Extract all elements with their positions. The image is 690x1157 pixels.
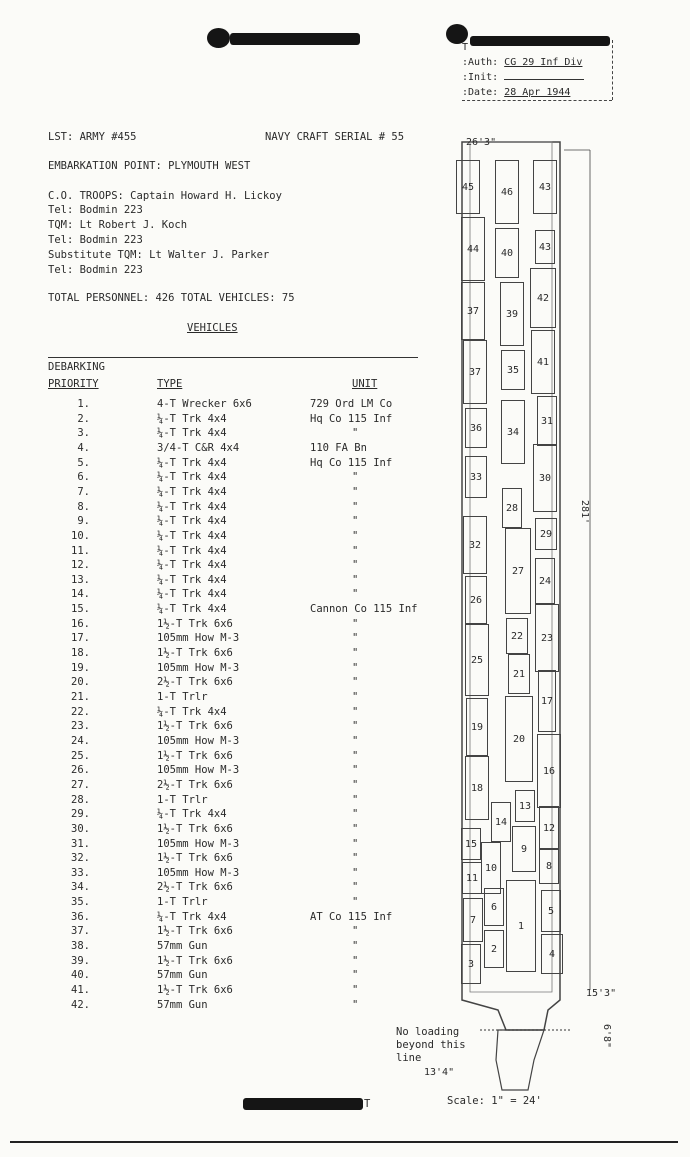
stamp-line: :Auth: CG 29 Inf Div (462, 57, 583, 68)
row-priority: 11. (71, 544, 90, 557)
row-type: 1½-T Trk 6x6 (157, 954, 233, 967)
stamp-line: :Init: (462, 70, 632, 85)
vehicle-slot: 39 (500, 282, 524, 346)
row-type: 105mm How M-3 (157, 764, 240, 777)
vehicle-slot: 32 (463, 516, 487, 574)
vehicle-slot: 7 (463, 898, 483, 942)
table-rule (48, 357, 418, 358)
vehicle-slot: 18 (465, 756, 489, 820)
row-unit: 110 FA Bn (310, 441, 367, 454)
row-priority: 12. (71, 559, 90, 572)
row-priority: 31. (71, 837, 90, 850)
row-priority: 5. (77, 456, 90, 469)
scale-note: Scale: 1" = 24' (447, 1095, 542, 1107)
row-unit: " (352, 515, 359, 528)
vehicle-slot: 25 (465, 624, 489, 696)
row-priority: 7. (77, 485, 90, 498)
vehicle-slot: 41 (531, 330, 555, 394)
row-unit: " (352, 793, 359, 806)
row-unit: " (352, 881, 359, 894)
tel-line: Tel: Bodmin 223 (48, 234, 143, 246)
vehicle-slot: 6 (484, 888, 504, 926)
vehicle-slot: 19 (466, 698, 488, 756)
row-priority: 2. (77, 412, 90, 425)
row-priority: 17. (71, 632, 90, 645)
navy-craft-serial: NAVY CRAFT SERIAL # 55 (265, 131, 405, 143)
totals: TOTAL PERSONNEL: 426 TOTAL VEHICLES: 75 (48, 292, 295, 304)
column-unit: UNIT (352, 378, 378, 390)
row-priority: 13. (71, 573, 90, 586)
row-unit: " (352, 676, 359, 689)
vehicles-title: VEHICLES (187, 322, 238, 334)
stamp-line: T (462, 42, 469, 53)
row-unit: " (352, 778, 359, 791)
redaction-mark (207, 28, 230, 48)
row-unit: " (352, 749, 359, 762)
row-type: 2½-T Trk 6x6 (157, 881, 233, 894)
vehicle-slot: 12 (539, 806, 559, 850)
row-unit: Hq Co 115 Inf (310, 412, 393, 425)
row-priority: 26. (71, 764, 90, 777)
vehicle-slot: 26 (465, 576, 487, 624)
row-type: ¼-T Trk 4x4 (157, 544, 227, 557)
row-unit: " (352, 559, 359, 572)
page-bottom-edge (10, 1141, 678, 1143)
tel-line: Tel: Bodmin 223 (48, 204, 143, 216)
row-type: ¼-T Trk 4x4 (157, 471, 227, 484)
row-priority: 24. (71, 734, 90, 747)
row-priority: 32. (71, 852, 90, 865)
row-type: 1½-T Trk 6x6 (157, 984, 233, 996)
row-type: 2½-T Trk 6x6 (157, 778, 233, 791)
row-type: 57mm Gun (157, 969, 208, 982)
row-type: ¼-T Trk 4x4 (157, 559, 227, 572)
row-priority: 14. (71, 588, 90, 601)
row-priority: 27. (71, 778, 90, 791)
dim-length: 281' (579, 500, 590, 525)
tel-line: Tel: Bodmin 223 (48, 264, 143, 276)
stamp-line: :Date: 28 Apr 1944 (462, 87, 571, 98)
row-type: ¼-T Trk 4x4 (157, 485, 227, 498)
row-type: ¼-T Trk 4x4 (157, 412, 227, 425)
row-type: ¼-T Trk 4x4 (157, 910, 227, 923)
row-unit: " (352, 485, 359, 498)
vehicle-slot: 31 (537, 396, 557, 446)
row-priority: 8. (77, 500, 90, 513)
row-unit: Cannon Co 115 Inf (310, 603, 418, 616)
tqm: TQM: Lt Robert J. Koch (48, 219, 188, 231)
row-unit: " (352, 661, 359, 674)
vehicle-slot: 27 (505, 528, 531, 614)
vehicle-slot: 42 (530, 268, 556, 328)
vehicle-slot: 4 (541, 934, 563, 974)
vehicle-slot: 13 (515, 790, 535, 822)
vehicle-slot: 45 (456, 160, 480, 214)
row-priority: 18. (71, 647, 90, 660)
row-priority: 42. (71, 998, 90, 1011)
vehicle-slot: 2 (484, 930, 504, 968)
row-type: ¼-T Trk 4x4 (157, 515, 227, 528)
vehicle-slot: 17 (538, 670, 556, 732)
authorization-stamp (462, 40, 632, 100)
row-unit: " (352, 984, 359, 996)
column-priority-top: DEBARKING (48, 361, 105, 373)
row-priority: 1. (77, 398, 90, 410)
vehicle-slot: 3 (461, 944, 481, 984)
vehicle-slot: 37 (463, 340, 487, 404)
row-unit: " (352, 969, 359, 982)
row-priority: 21. (71, 691, 90, 703)
dim-ramp-length: 6'8" (601, 1024, 612, 1049)
row-type: ¼-T Trk 4x4 (157, 529, 227, 542)
row-unit: " (352, 866, 359, 879)
row-type: 1-T Trlr (157, 793, 208, 806)
row-unit: " (352, 822, 359, 835)
row-unit: " (352, 647, 359, 660)
row-priority: 35. (71, 896, 90, 909)
row-priority: 30. (71, 822, 90, 835)
vehicle-slot: 29 (535, 518, 557, 550)
row-priority: 29. (71, 808, 90, 821)
vehicle-slot: 34 (501, 400, 525, 464)
vehicle-slot: 10 (481, 842, 501, 894)
vehicle-slot: 30 (533, 444, 557, 512)
row-type: 1-T Trlr (157, 691, 208, 703)
vehicle-slot: 1 (506, 880, 536, 972)
row-type: 1½-T Trk 6x6 (157, 925, 233, 938)
row-unit: " (352, 998, 359, 1011)
row-unit: " (352, 808, 359, 821)
row-type: ¼-T Trk 4x4 (157, 500, 227, 513)
row-priority: 37. (71, 925, 90, 938)
row-unit: " (352, 544, 359, 557)
row-priority: 16. (71, 617, 90, 630)
substitute-tqm: Substitute TQM: Lt Walter J. Parker (48, 249, 270, 261)
vehicle-slot: 33 (465, 456, 487, 498)
redaction-mark (230, 33, 360, 45)
row-type: 57mm Gun (157, 998, 208, 1011)
row-unit: " (352, 852, 359, 865)
row-type: 105mm How M-3 (157, 866, 240, 879)
vehicle-slot: 37 (461, 282, 485, 340)
row-unit: " (352, 529, 359, 542)
row-priority: 20. (71, 676, 90, 689)
vehicle-slot: 5 (541, 890, 561, 932)
row-type: 4-T Wrecker 6x6 (157, 398, 252, 410)
row-unit: " (352, 734, 359, 747)
vehicle-slot: 44 (461, 217, 485, 281)
dim-ramp: 13'4" (424, 1067, 455, 1078)
row-type: 105mm How M-3 (157, 734, 240, 747)
column-priority: PRIORITY (48, 378, 99, 390)
row-priority: 22. (71, 705, 90, 718)
row-type: ¼-T Trk 4x4 (157, 705, 227, 718)
row-type: 105mm How M-3 (157, 632, 240, 645)
row-type: 3/4-T C&R 4x4 (157, 441, 240, 454)
row-priority: 41. (71, 984, 90, 996)
row-unit: " (352, 427, 359, 440)
row-unit: " (352, 500, 359, 513)
vehicle-slot: 24 (535, 558, 555, 604)
row-unit: " (352, 573, 359, 586)
row-unit: " (352, 837, 359, 850)
row-priority: 4. (77, 441, 90, 454)
lst-number: LST: ARMY #455 (48, 131, 137, 143)
row-type: ¼-T Trk 4x4 (157, 573, 227, 586)
classification-mark: T (364, 1098, 371, 1110)
row-priority: 34. (71, 881, 90, 894)
row-type: ¼-T Trk 4x4 (157, 603, 227, 616)
vehicle-slot: 46 (495, 160, 519, 224)
row-priority: 3. (77, 427, 90, 440)
row-type: 1½-T Trk 6x6 (157, 852, 233, 865)
no-loading-note: No loading beyond this line (396, 1026, 466, 1064)
row-unit: " (352, 471, 359, 484)
row-type: 1½-T Trk 6x6 (157, 749, 233, 762)
vehicle-slot: 36 (465, 408, 487, 448)
vehicle-slot: 40 (495, 228, 519, 278)
row-priority: 10. (71, 529, 90, 542)
row-type: ¼-T Trk 4x4 (157, 427, 227, 440)
row-type: 105mm How M-3 (157, 661, 240, 674)
row-priority: 39. (71, 954, 90, 967)
vehicle-slot: 35 (501, 350, 525, 390)
vehicle-slot: 23 (535, 604, 559, 672)
row-unit: " (352, 925, 359, 938)
row-unit: " (352, 720, 359, 733)
row-priority: 38. (71, 940, 90, 953)
column-type: TYPE (157, 378, 183, 390)
row-type: 105mm How M-3 (157, 837, 240, 850)
co-troops: C.O. TROOPS: Captain Howard H. Lickoy (48, 190, 282, 202)
row-priority: 36. (71, 910, 90, 923)
vehicle-slot: 43 (533, 160, 557, 214)
vehicle-slot: 14 (491, 802, 511, 842)
embarkation-point: EMBARKATION POINT: PLYMOUTH WEST (48, 160, 251, 172)
row-unit: " (352, 896, 359, 909)
row-unit: " (352, 954, 359, 967)
redaction-mark (243, 1098, 363, 1110)
row-unit: Hq Co 115 Inf (310, 456, 393, 469)
row-unit: " (352, 764, 359, 777)
row-unit: " (352, 588, 359, 601)
row-priority: 40. (71, 969, 90, 982)
row-unit: AT Co 115 Inf (310, 910, 393, 923)
row-type: ¼-T Trk 4x4 (157, 456, 227, 469)
vehicle-slot: 8 (539, 848, 559, 884)
row-unit: " (352, 691, 359, 703)
row-type: 1½-T Trk 6x6 (157, 822, 233, 835)
row-priority: 19. (71, 661, 90, 674)
row-priority: 15. (71, 603, 90, 616)
row-type: ¼-T Trk 4x4 (157, 588, 227, 601)
row-type: ¼-T Trk 4x4 (157, 808, 227, 821)
row-priority: 33. (71, 866, 90, 879)
row-priority: 25. (71, 749, 90, 762)
vehicle-slot: 16 (537, 734, 561, 808)
vehicle-slot: 11 (462, 862, 482, 894)
vehicle-slot: 28 (502, 488, 522, 528)
row-type: 1-T Trlr (157, 896, 208, 909)
row-type: 1½-T Trk 6x6 (157, 647, 233, 660)
row-type: 1½-T Trk 6x6 (157, 720, 233, 733)
stamp-border (612, 40, 614, 100)
dim-bottom: 15'3" (586, 988, 617, 999)
vehicle-slot: 43 (535, 230, 555, 264)
row-priority: 9. (77, 515, 90, 528)
dim-top: 26'3" (466, 137, 497, 148)
row-priority: 6. (77, 471, 90, 484)
vehicle-slot: 15 (461, 828, 481, 860)
row-unit: " (352, 617, 359, 630)
row-priority: 23. (71, 720, 90, 733)
vehicle-slot: 20 (505, 696, 533, 782)
row-unit: " (352, 632, 359, 645)
vehicle-slot: 22 (506, 618, 528, 654)
row-unit: " (352, 705, 359, 718)
row-type: 1½-T Trk 6x6 (157, 617, 233, 630)
row-type: 57mm Gun (157, 940, 208, 953)
row-unit: " (352, 940, 359, 953)
vehicle-slot: 9 (512, 826, 536, 872)
row-priority: 28. (71, 793, 90, 806)
row-type: 2½-T Trk 6x6 (157, 676, 233, 689)
vehicle-slot: 21 (508, 654, 530, 694)
row-unit: 729 Ord LM Co (310, 398, 393, 410)
stamp-border (462, 100, 612, 102)
